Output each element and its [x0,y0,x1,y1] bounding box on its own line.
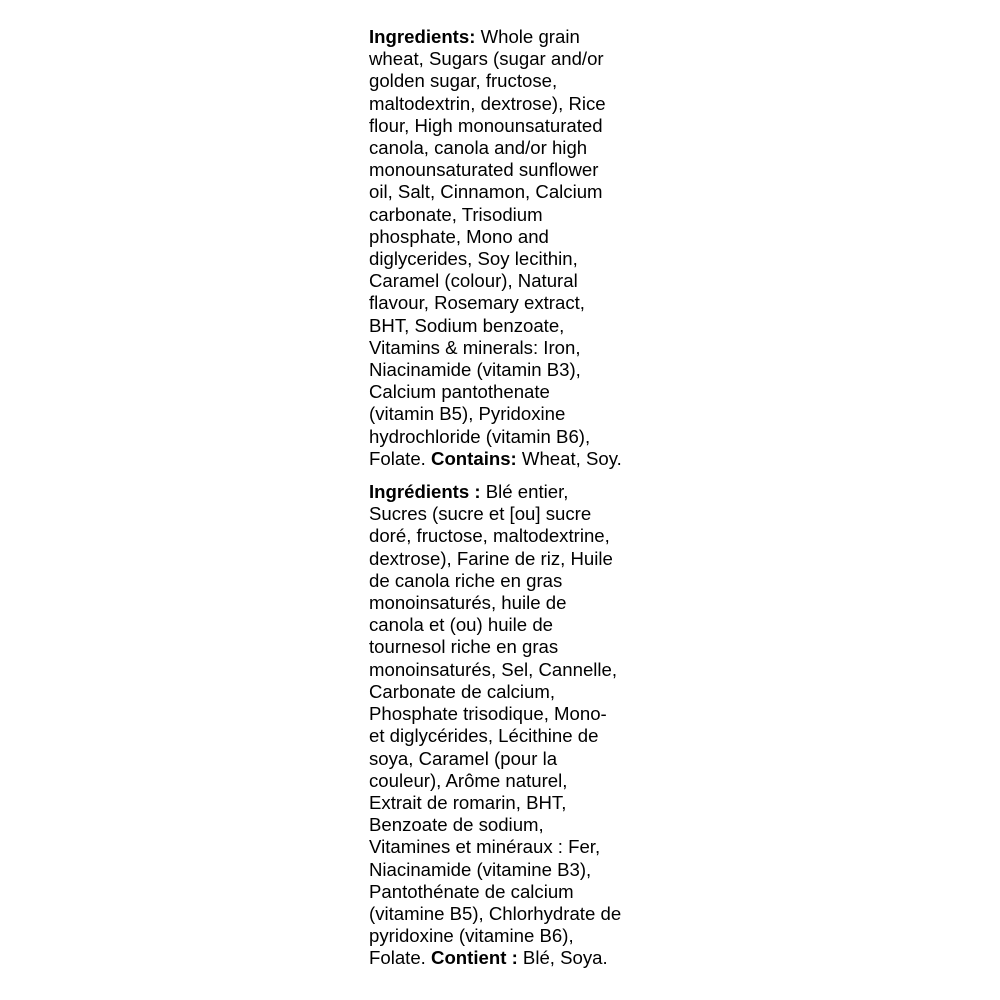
contains-value: Blé, Soya. [517,947,608,969]
ingredients-line: Niacinamide (vitamin B3), [369,359,581,381]
ingredients-line: pyridoxine (vitamine B6), [369,925,574,947]
ingredients-heading: Ingredients: [369,26,476,47]
ingredients-line: dextrose), Farine de riz, Huile [369,547,613,569]
ingredients-line: monoinsaturés, huile de [369,592,567,614]
contains-value: Wheat, Soy. [516,447,622,469]
ingredients-line: oil, Salt, Cinnamon, Calcium [369,181,603,203]
ingredients-english [369,26,637,470]
ingredients-line: (vitamine B5), Chlorhydrate de [369,902,622,924]
ingredients-line: BHT, Sodium benzoate, [369,314,565,336]
ingredients-line: (vitamin B5), Pyridoxine [369,403,566,425]
ingredients-line: monounsaturated sunflower [369,159,599,181]
ingredients-line: flour, High monounsaturated [369,114,603,136]
ingredients-line: tournesol riche en gras [369,636,559,658]
ingredients-line: Extrait de romarin, BHT, [369,791,567,813]
ingredients-line: diglycerides, Soy lecithin, [369,248,578,270]
ingredients-line: Ingrédients : Blé entier, [369,481,569,503]
ingredients-line: Folate. Contains: Wheat, Soy. [369,447,622,469]
ingredients-line: maltodextrin, dextrose), Rice [369,92,606,114]
ingredients-line: et diglycérides, Lécithine de [369,725,599,747]
contains-label: Contient : [431,947,518,969]
ingredients-line: soya, Caramel (pour la [369,747,558,769]
ingredients-line: Vitamins & minerals: Iron, [369,336,581,358]
ingredients-line: canola, canola and/or high [369,137,588,159]
ingredients-line: Folate. Contient : Blé, Soya. [369,947,608,969]
ingredients-line: de canola riche en gras [369,569,563,591]
ingredients-line: wheat, Sugars (sugar and/or [369,48,604,70]
ingredients-line: doré, fructose, maltodextrine, [369,525,610,547]
ingredients-line: Benzoate de sodium, [369,814,544,836]
ingredients-french [369,481,637,969]
ingredients-line: monoinsaturés, Sel, Cannelle, [369,658,618,680]
ingredients-line: hydrochloride (vitamin B6), [369,425,591,447]
ingredients-heading: Ingrédients : [369,481,481,503]
ingredients-line: Niacinamide (vitamine B3), [369,858,592,880]
ingredients-line: Phosphate trisodique, Mono- [369,703,607,725]
ingredients-line: canola et (ou) huile de [369,614,553,636]
ingredients-line: Pantothénate de calcium [369,880,574,902]
ingredients-line: couleur), Arôme naturel, [369,769,568,791]
ingredients-line: Ingredients: Whole grain [369,26,580,47]
ingredients-line: Caramel (colour), Natural [369,270,578,292]
ingredients-line: Sucres (sucre et [ou] sucre [369,503,592,525]
ingredients-line: Calcium pantothenate [369,381,550,403]
contains-label: Contains: [431,447,517,469]
ingredients-line: phosphate, Mono and [369,225,549,247]
ingredients-line: flavour, Rosemary extract, [369,292,585,314]
ingredients-label [369,26,637,970]
ingredients-line: Vitamines et minéraux : Fer, [369,836,601,858]
ingredients-line: golden sugar, fructose, [369,70,558,92]
ingredients-line: Carbonate de calcium, [369,680,556,702]
ingredients-line: carbonate, Trisodium [369,203,543,225]
